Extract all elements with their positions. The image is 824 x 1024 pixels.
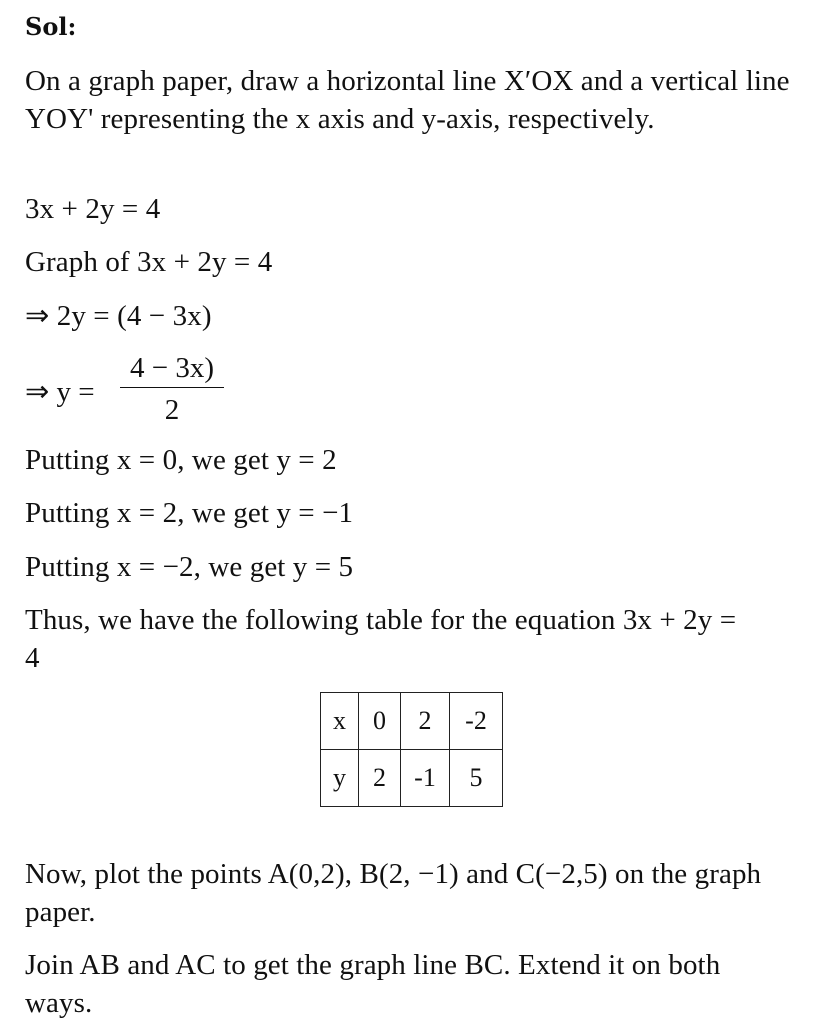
join-paragraph: Join AB and AC to get the graph line BC. Extend it on both ways. [25, 949, 721, 1019]
table-cell: y [321, 750, 359, 807]
graph-of-line: Graph of 3x + 2y = 4 [25, 246, 273, 278]
table-cell: 2 [359, 750, 401, 807]
table-cell: 5 [450, 750, 503, 807]
thus-paragraph: Thus, we have the following table for the equation 3x + 2y = 4 [25, 604, 737, 674]
intro-paragraph: On a graph paper, draw a horizontal line X′OX and a vertical line YOY' representing the x axis and y-axis, respectively. [25, 65, 790, 135]
table-row-x [321, 693, 503, 750]
table-cell: 0 [359, 693, 401, 750]
fraction-denominator: 2 [164, 394, 180, 426]
equation-line: 3x + 2y = 4 [25, 193, 161, 225]
table-cell: -2 [450, 693, 503, 750]
table-row-y [321, 750, 503, 807]
fraction-lhs: ⇒ y = [25, 376, 95, 408]
table-cell: 2 [401, 693, 450, 750]
solution-heading: Sol: [25, 12, 77, 41]
fraction-numerator: 4 − 3x) [120, 352, 224, 388]
putting-xneg2-line: Putting x = −2, we get y = 5 [25, 551, 354, 583]
values-table [320, 692, 503, 807]
putting-x2-line: Putting x = 2, we get y = −1 [25, 497, 354, 529]
step-2y-line: ⇒ 2y = (4 − 3x) [25, 300, 212, 332]
table-cell: x [321, 693, 359, 750]
plot-paragraph: Now, plot the points A(0,2), B(2, −1) and C(−2,5) on the graph paper. [25, 858, 762, 928]
table-cell: -1 [401, 750, 450, 807]
putting-x0-line: Putting x = 0, we get y = 2 [25, 444, 337, 476]
